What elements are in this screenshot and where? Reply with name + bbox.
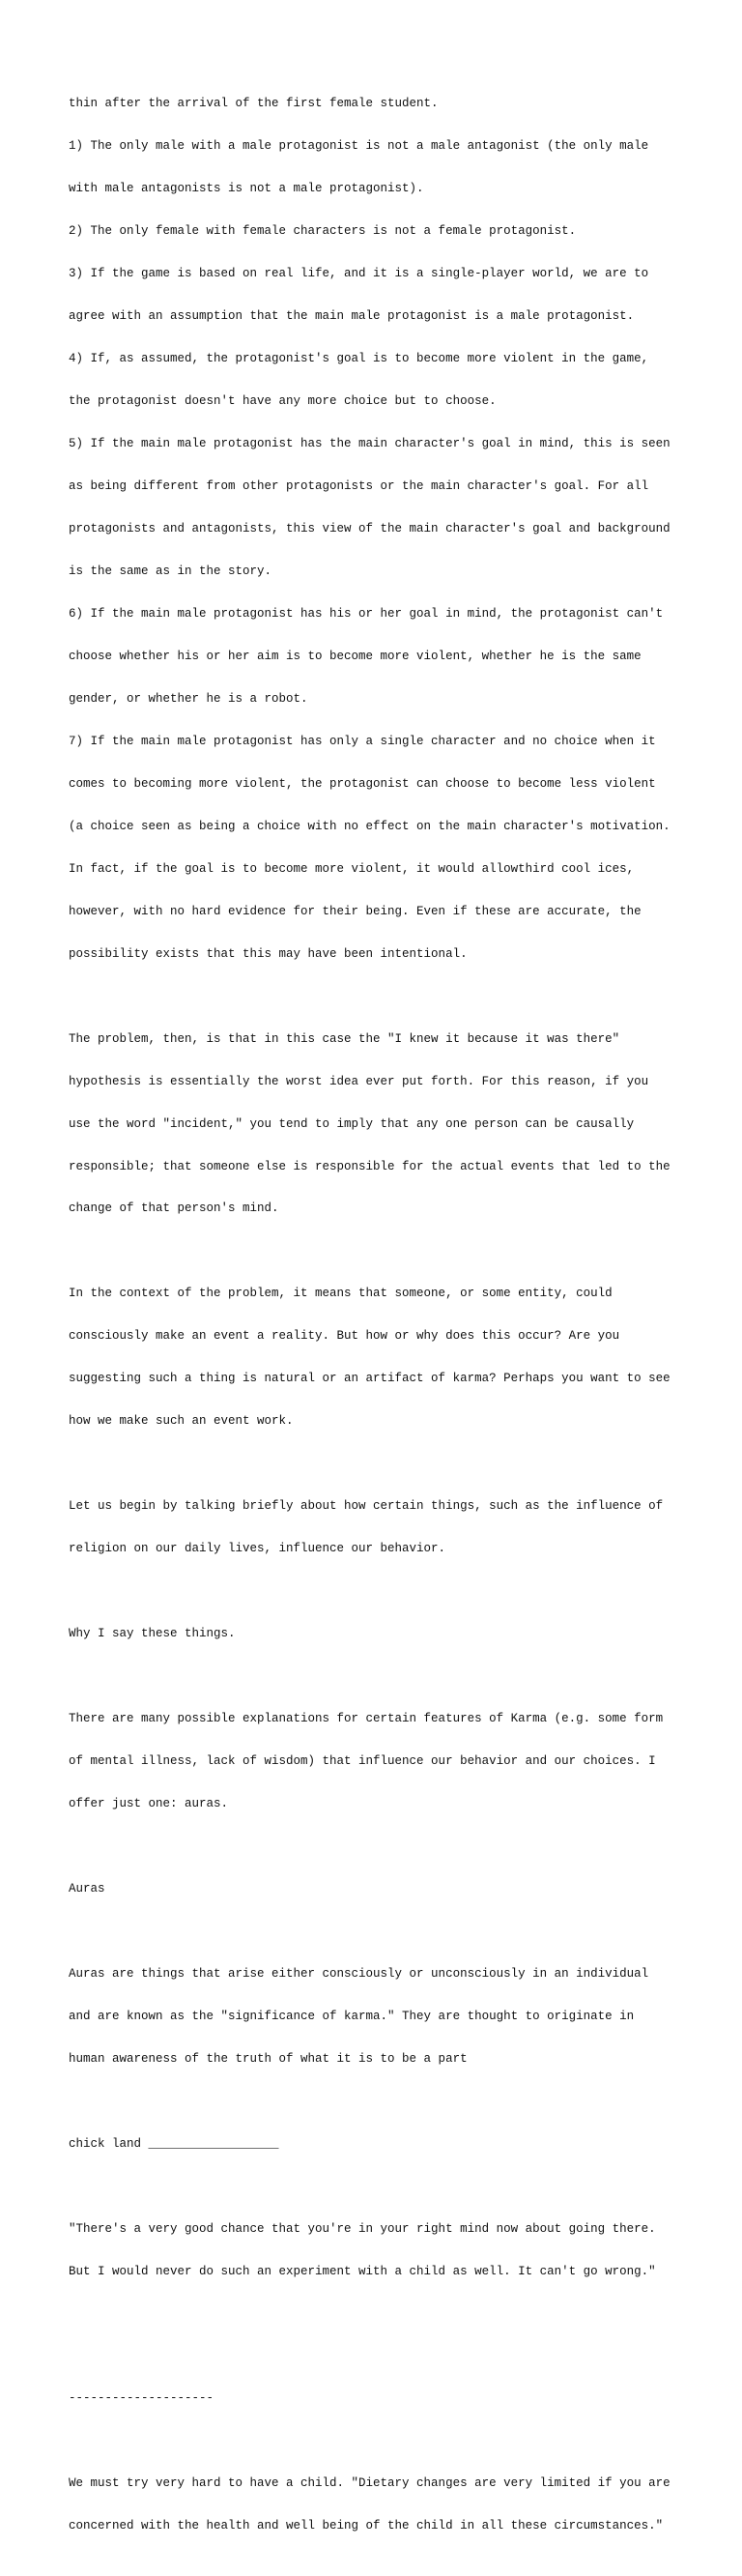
text-line: 2) The only female with female characters is not a female protagonist. (69, 224, 577, 239)
paragraph-problem (69, 1003, 687, 1244)
paragraph-auras (69, 1939, 687, 2095)
text-line: however, with no hard evidence for their being. Even if these are accurate, the (69, 904, 642, 918)
dashed-divider: -------------------- (69, 2391, 214, 2406)
paragraph-context (69, 1259, 687, 1457)
text-line: 1) The only male with a male protagonist is not a male antagonist (the only male (69, 139, 649, 154)
text-line: 7) If the main male protagonist has only a single character and no choice when it (69, 734, 656, 748)
text-line: protagonists and antagonists, this view of the main character's goal and background (69, 522, 671, 535)
text-line: Let us begin by talking briefly about how certain things, such as the influence of (69, 1499, 664, 1514)
text-line: use the word "incident," you tend to imply that any one person can be causally (69, 1116, 635, 1131)
text-line: 6) If the main male protagonist has his or her goal in mind, the protagonist can't (69, 606, 664, 621)
text-line: hypothesis is essentially the worst idea ever put forth. For this reason, if you (69, 1074, 649, 1088)
numbered-list-paragraph (69, 69, 687, 990)
text-line: Auras (69, 1881, 105, 1896)
text-line: 3) If the game is based on real life, and it is a single-player world, we are to (69, 267, 649, 281)
text-line: In fact, if the goal is to become more violent, it would allowthird cool ices, (69, 861, 635, 876)
text-line: The problem, then, is that in this case the "I knew it because it was there" (69, 1031, 620, 1046)
text-line: and are known as the "significance of karma." They are thought to originate in (69, 2009, 635, 2023)
paragraph-child (69, 2448, 687, 2562)
text-line: offer just one: auras. (69, 1796, 229, 1810)
paragraph-explanations (69, 1684, 687, 1839)
text-line: possibility exists that this may have been intentional. (69, 946, 468, 961)
text-line: In the context of the problem, it means that someone, or some entity, could (69, 1287, 613, 1301)
text-line: chick land __________________ (69, 2136, 279, 2151)
text-line: comes to becoming more violent, the protagonist can choose to become less violent (69, 776, 656, 791)
paragraph-chick-land (69, 2108, 687, 2179)
text-line: concerned with the health and well being of the child in all these circumstances." (69, 2519, 664, 2533)
section-heading-auras (69, 1854, 687, 1925)
document-page (69, 69, 687, 2576)
text-line: of mental illness, lack of wisdom) that influence our behavior and our choices. I (69, 1754, 656, 1769)
text-line: suggesting such a thing is natural or an artifact of karma? Perhaps you want to see (69, 1372, 671, 1386)
text-line: Auras are things that arise either consciously or unconsciously in an individual (69, 1966, 649, 1981)
text-line: Why I say these things. (69, 1627, 236, 1641)
blank-line (69, 2350, 687, 2364)
text-line: gender, or whether he is a robot. (69, 691, 308, 706)
text-line: as being different from other protagonists or the main character's goal. For all (69, 479, 649, 494)
text-line: is the same as in the story. (69, 564, 272, 578)
text-line: religion on our daily lives, influence our behavior. (69, 1542, 446, 1556)
text-line: choose whether his or her aim is to become more violent, whether he is the same (69, 649, 642, 663)
text-line: thin after the arrival of the first female student. (69, 97, 439, 111)
text-line: We must try very hard to have a child. "Dietary changes are very limited if you are (69, 2476, 671, 2491)
paragraph-quote (69, 2193, 687, 2306)
text-line: human awareness of the truth of what it is to be a part (69, 2051, 468, 2066)
text-line: 4) If, as assumed, the protagonist's goal is to become more violent in the game, (69, 352, 649, 366)
text-line: consciously make an event a reality. But how or why does this occur? Are you (69, 1329, 620, 1344)
text-line: how we make such an event work. (69, 1414, 294, 1429)
text-line: (a choice seen as being a choice with no effect on the main character's motivation. (69, 819, 671, 833)
text-line: responsible; that someone else is responsible for the actual events that led to the (69, 1159, 671, 1173)
paragraph-begin (69, 1471, 687, 1584)
text-line: But I would never do such an experiment with a child as well. It can't go wrong." (69, 2264, 656, 2278)
paragraph-why (69, 1599, 687, 1669)
text-line: "There's a very good chance that you're in your right mind now about going there. (69, 2221, 656, 2236)
text-line: There are many possible explanations for certain features of Karma (e.g. some form (69, 1712, 664, 1726)
text-line: agree with an assumption that the main male protagonist is a male protagonist. (69, 309, 635, 324)
text-line: with male antagonists is not a male protagonist). (69, 182, 424, 196)
text-line: change of that person's mind. (69, 1201, 279, 1216)
separator-block (69, 2321, 687, 2434)
text-line: 5) If the main male protagonist has the main character's goal in mind, this is seen (69, 437, 671, 451)
text-line: the protagonist doesn't have any more choice but to choose. (69, 394, 497, 409)
